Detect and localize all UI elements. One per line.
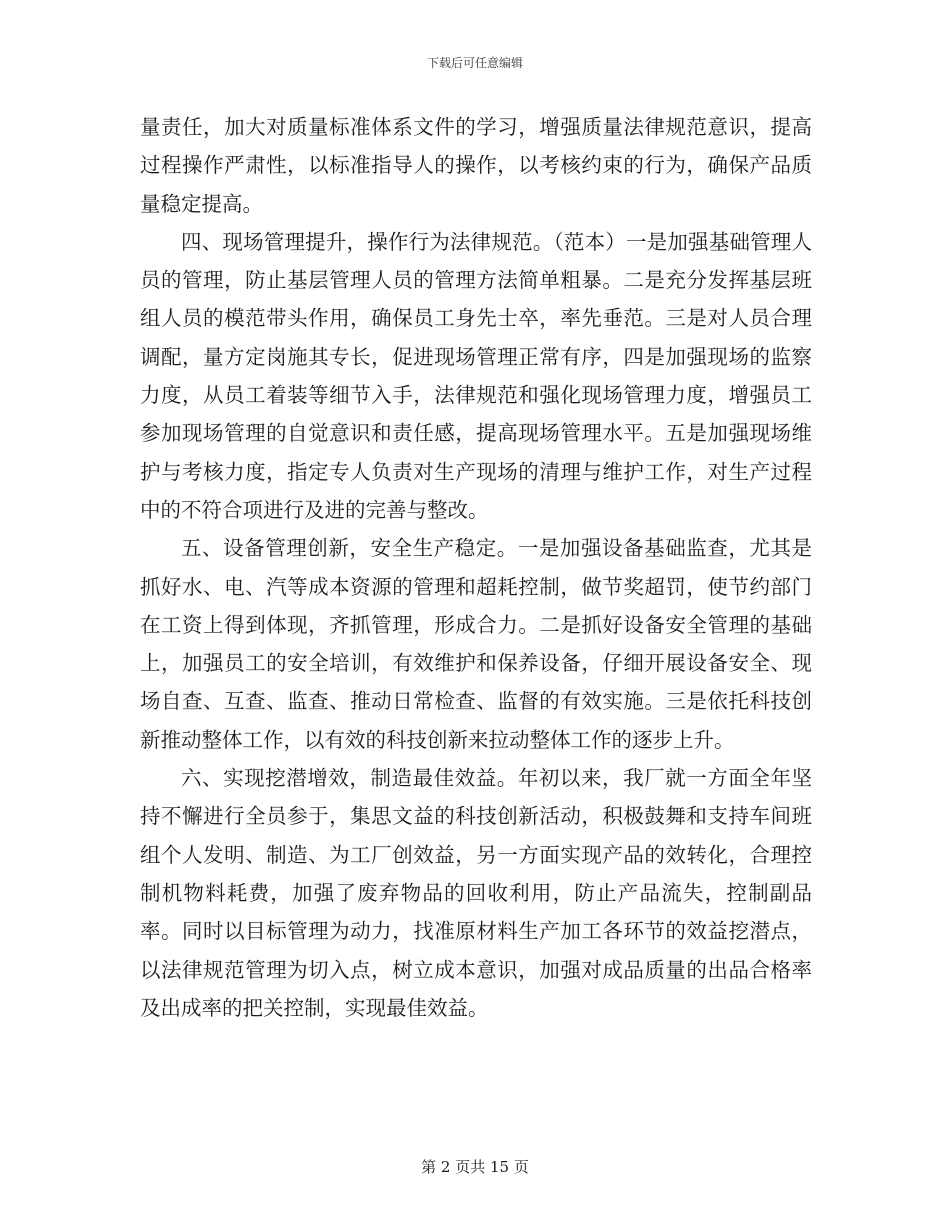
paragraph-continuation: 量责任，加大对质量标准体系文件的学习，增强质量法律规范意识，提高过程操作严肃性，以标准指导人的操作，以考核约束的行为，确保产品质量稳定提高。 [140,115,812,216]
document-body [140,108,812,1027]
page-number: 第 2 页共 15 页 [421,1158,529,1176]
paragraph-site-management: 四、现场管理提升，操作行为法律规范。（范本）一是加强基础管理人员的管理，防止基层管理人员的管理方法简单粗暴。二是充分发挥基层班组人员的模范带头作用，确保员工身先士卒，率先垂范。三是对人员合理调配，量方定岗施其专长，促进现场管理正常有序，四是加强现场的监察力度，从员工着装等细节入手，法律规范和强化现场管理力度，增强员工参加现场管理的自觉意识和责任感，提高现场管理水平。五是加强现场维护与考核力度，指定专人负责对生产现场的清理与维护工作，对生产过程中的不符合项进行及进的完善与整改。 [140,229,812,522]
paragraph-efficiency: 六、实现挖潜增效，制造最佳效益。年初以来，我厂就一方面全年坚持不懈进行全员参于，集思文益的科技创新活动，积极鼓舞和支持车间班组个人发明、制造、为工厂创效益，另一方面实现产品的效转化，合理控制机物料耗费，加强了废弃物品的回收利用，防止产品流失，控制副品率。同时以目标管理为动力，找准原材料生产加工各环节的效益挖潜点，以法律规范管理为切入点，树立成本意识，加强对成品质量的出品合格率及出成率的把关控制，实现最佳效益。 [140,766,812,1020]
paragraph-equipment-management: 五、设备管理创新，安全生产稳定。一是加强设备基础监查，尤其是抓好水、电、汽等成本资源的管理和超耗控制，做节奖超罚，使节约部门在工资上得到体现，齐抓管理，形成合力。二是抓好设备安全管理的基础上，加强员工的安全培训，有效维护和保养设备，仔细开展设备安全、现场自查、互查、监查、推动日常检查、监督的有效实施。三是依托科技创新推动整体工作，以有效的科技创新来拉动整体工作的逐步上升。 [140,536,812,752]
page-header: 下载后可任意编辑 [426,56,523,70]
